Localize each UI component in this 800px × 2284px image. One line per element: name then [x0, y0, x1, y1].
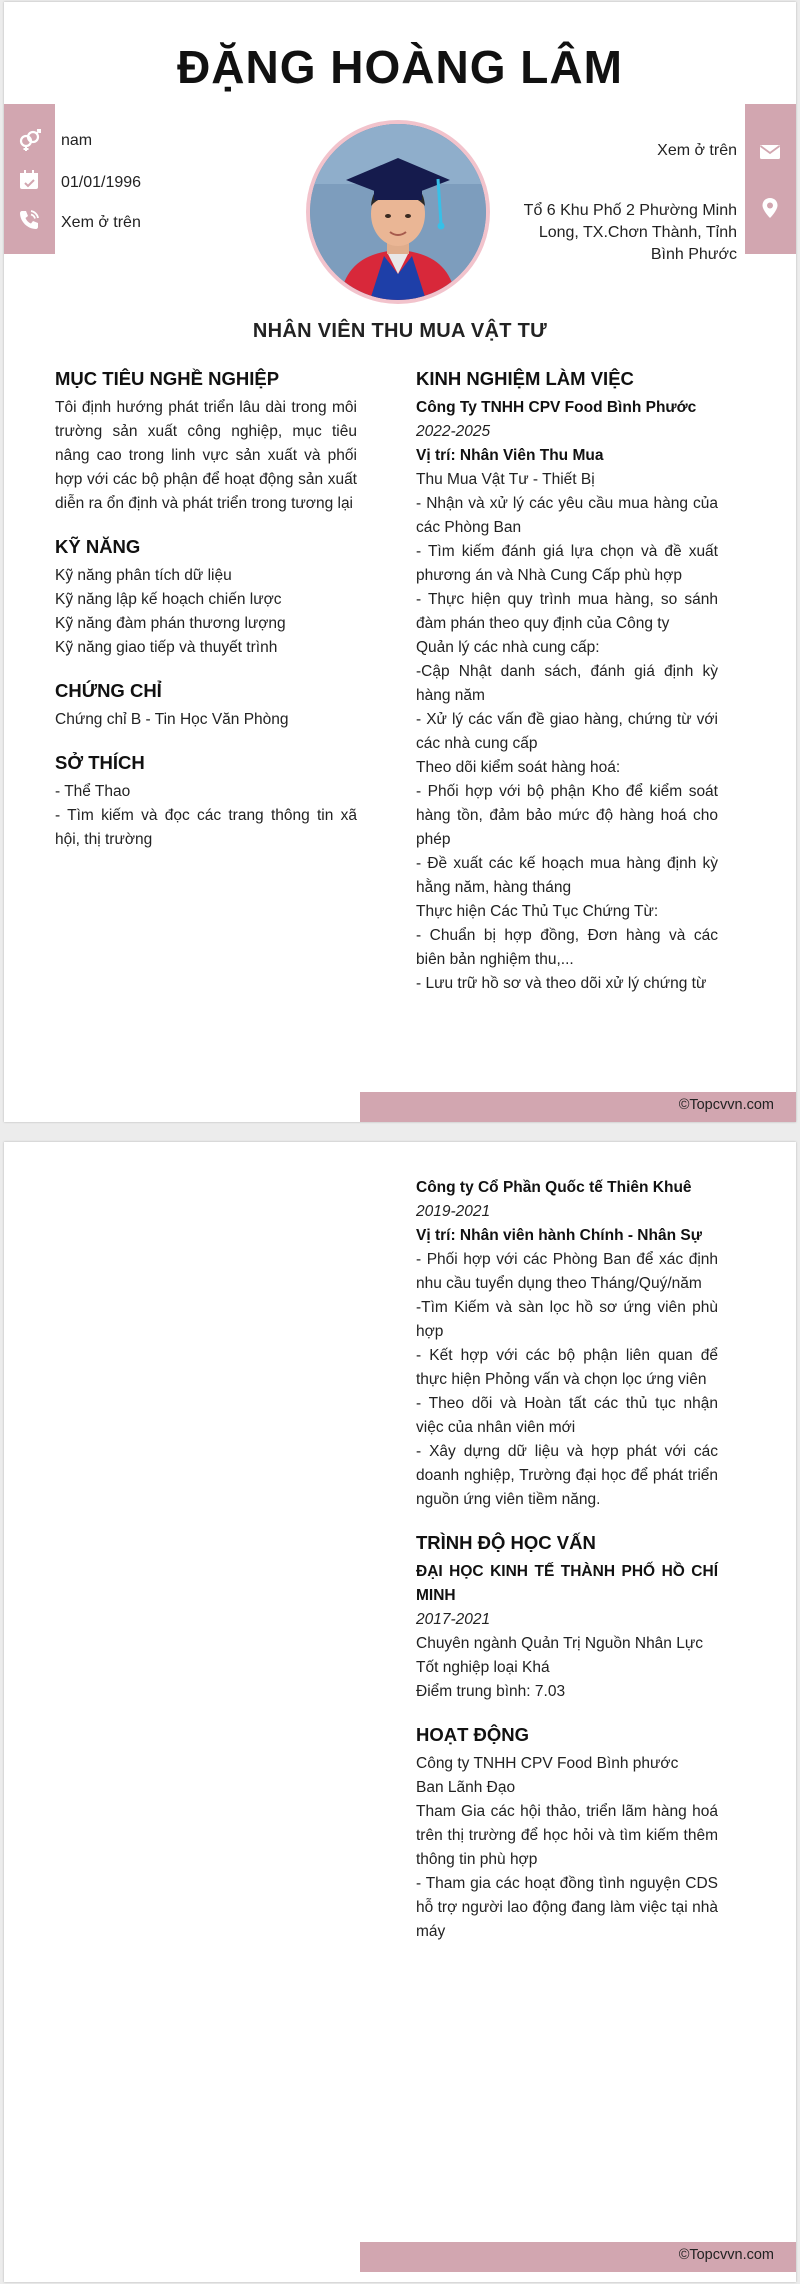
education-period: 2017-2021: [416, 1611, 491, 1628]
education-detail: Tốt nghiệp loại Khá: [416, 1659, 550, 1676]
job-position: Vị trí: Nhân Viên Thu Mua: [416, 447, 604, 464]
hobbies-section: [55, 750, 357, 852]
experience-heading: KINH NGHIỆM LÀM VIỆC: [416, 368, 634, 389]
activity-line: - Tham gia các hoạt đồng tình nguyện CDS hỗ trợ người lao động đang làm việc tại nhà máy: [416, 1875, 718, 1940]
footer-bar: [360, 2242, 796, 2272]
skills-heading: KỸ NĂNG: [55, 536, 141, 557]
job-duty: - Nhận và xử lý các yêu cầu mua hàng của các Phòng Ban: [416, 495, 718, 536]
footer-credit: ©Topcvvn.com: [678, 1097, 774, 1113]
resume-page-1: [4, 2, 796, 1122]
left-column: [55, 366, 357, 870]
job-duty: Theo dõi kiểm soát hàng hoá:: [416, 759, 621, 776]
job-period: 2022-2025: [416, 423, 491, 440]
resume-page-2: [4, 1142, 796, 2282]
hobby-item: - Tìm kiếm và đọc các trang thông tin xã hội, thị trường: [55, 807, 357, 848]
phone-icon: [17, 208, 41, 232]
job-duty: - Xây dựng dữ liệu và hợp phát với các doanh nghiệp, Trường đại học để phát triển nguồn ứng viên tiềm năng.: [416, 1443, 718, 1508]
skill-item: Kỹ năng giao tiếp và thuyết trình: [55, 639, 278, 656]
skills-section: [55, 534, 357, 660]
experience-section: [416, 366, 718, 996]
skill-item: Kỹ năng lập kế hoạch chiến lược: [55, 591, 282, 608]
gender-value: nam: [61, 132, 93, 149]
right-contact-icon-bar: [745, 104, 796, 254]
job-duty: Thực hiện Các Thủ Tục Chứng Từ:: [416, 903, 659, 920]
education-detail: Chuyên ngành Quản Trị Nguồn Nhân Lực: [416, 1635, 703, 1652]
candidate-name: ĐẶNG HOÀNG LÂM: [177, 41, 623, 93]
education-heading: TRÌNH ĐỘ HỌC VẤN: [416, 1532, 596, 1553]
job-duty: - Phối hợp với bộ phận Kho để kiểm soát hàng tồn, đảm bảo mức độ hàng hoá cho phép: [416, 783, 718, 848]
job-duty: - Chuẩn bị hợp đồng, Đơn hàng và các biên bản nghiệm thu,...: [416, 927, 718, 968]
objective-heading: MỤC TIÊU NGHỀ NGHIỆP: [55, 368, 280, 389]
skill-item: Kỹ năng đàm phán thương lượng: [55, 615, 286, 632]
job-duty: - Đề xuất các kế hoạch mua hàng định kỳ hằng năm, hàng tháng: [416, 855, 718, 896]
left-contact-icon-bar: [4, 104, 55, 254]
job-duty: - Lưu trữ hồ sơ và theo dõi xử lý chứng từ: [416, 975, 707, 992]
job-duty: -Cập Nhật danh sách, đánh giá định kỳ hàng năm: [416, 663, 718, 704]
phone-value: Xem ở trên: [61, 214, 141, 231]
objective-section: [55, 366, 357, 516]
job-duty: - Tìm kiếm đánh giá lựa chọn và đề xuất phương án và Nhà Cung Cấp phù hợp: [416, 543, 718, 584]
gender-icon: [17, 128, 41, 152]
job-duty: - Thực hiện quy trình mua hàng, so sánh đàm phán theo quy định của Công ty: [416, 591, 718, 632]
footer-credit: ©Topcvvn.com: [678, 2247, 774, 2263]
activities-section: [416, 1722, 718, 1944]
experience-continued: [416, 1176, 718, 1512]
objective-text: Tôi định hướng phát triển lâu dài trong môi trường sản xuất công nghiệp, mục tiêu nâng cao trong linh vực sản xuất và phối hợp với các bộ phận để hoạt động sản xuất diễn ra ổn định và phát triển trong tương lại: [55, 399, 357, 512]
job-duty: - Kết hợp với các bộ phận liên quan để thực hiện Phỏng vấn và chọn lọc ứng viên: [416, 1347, 718, 1388]
education-detail: Điểm trung bình: 7.03: [416, 1683, 566, 1700]
activities-heading: HOẠT ĐỘNG: [416, 1724, 530, 1745]
activity-line: Công ty TNHH CPV Food Bình phước: [416, 1755, 679, 1772]
school-name: ĐẠI HỌC KINH TẾ THÀNH PHỐ HỒ CHÍ MINH: [416, 1563, 718, 1604]
job-position: Vị trí: Nhân viên hành Chính - Nhân Sự: [416, 1227, 702, 1244]
right-column-continued: [416, 1176, 718, 1962]
skill-item: Kỹ năng phân tích dữ liệu: [55, 567, 232, 584]
address-value: Tổ 6 Khu Phố 2 Phường Minh Long, TX.Chơn Thành, Tỉnh Bình Phước: [523, 202, 737, 263]
job-period: 2019-2021: [416, 1203, 491, 1220]
certificates-heading: CHỨNG CHỈ: [55, 680, 162, 701]
job-duty: Quản lý các nhà cung cấp:: [416, 639, 600, 656]
birthday-value: 01/01/1996: [61, 174, 142, 191]
certificate-item: Chứng chỉ B - Tin Học Văn Phòng: [55, 711, 289, 728]
location-icon: [758, 196, 782, 220]
footer-bar: [360, 1092, 796, 1122]
job-duty: - Phối hợp với các Phòng Ban để xác định nhu cầu tuyển dụng theo Tháng/Quý/năm: [416, 1251, 718, 1292]
activity-line: Ban Lãnh Đạo: [416, 1779, 516, 1796]
activity-line: Tham Gia các hội thảo, triển lãm hàng hoá trên thị trường để học hỏi và tìm kiếm thêm thông tin phù hợp: [416, 1803, 718, 1868]
job-duty: Thu Mua Vật Tư - Thiết Bị: [416, 471, 595, 488]
company-name: Công Ty TNHH CPV Food Bình Phước: [416, 399, 697, 416]
job-title: NHÂN VIÊN THU MUA VẬT TƯ: [252, 320, 548, 342]
hobby-item: - Thể Thao: [55, 783, 131, 800]
email-value: Xem ở trên: [657, 142, 737, 159]
job-duty: - Xử lý các vấn đề giao hàng, chứng từ với các nhà cung cấp: [416, 711, 718, 752]
job-duty: -Tìm Kiếm và sàn lọc hồ sơ ứng viên phù hợp: [416, 1299, 718, 1340]
certificates-section: [55, 678, 357, 732]
hobbies-heading: SỞ THÍCH: [55, 752, 145, 773]
calendar-icon: [17, 168, 41, 192]
email-icon: [758, 140, 782, 164]
education-section: [416, 1530, 718, 1704]
avatar: [306, 120, 490, 304]
job-duty: - Theo dõi và Hoàn tất các thủ tục nhận việc của nhân viên mới: [416, 1395, 718, 1436]
company-name: Công ty Cổ Phần Quốc tế Thiên Khuê: [416, 1179, 692, 1196]
